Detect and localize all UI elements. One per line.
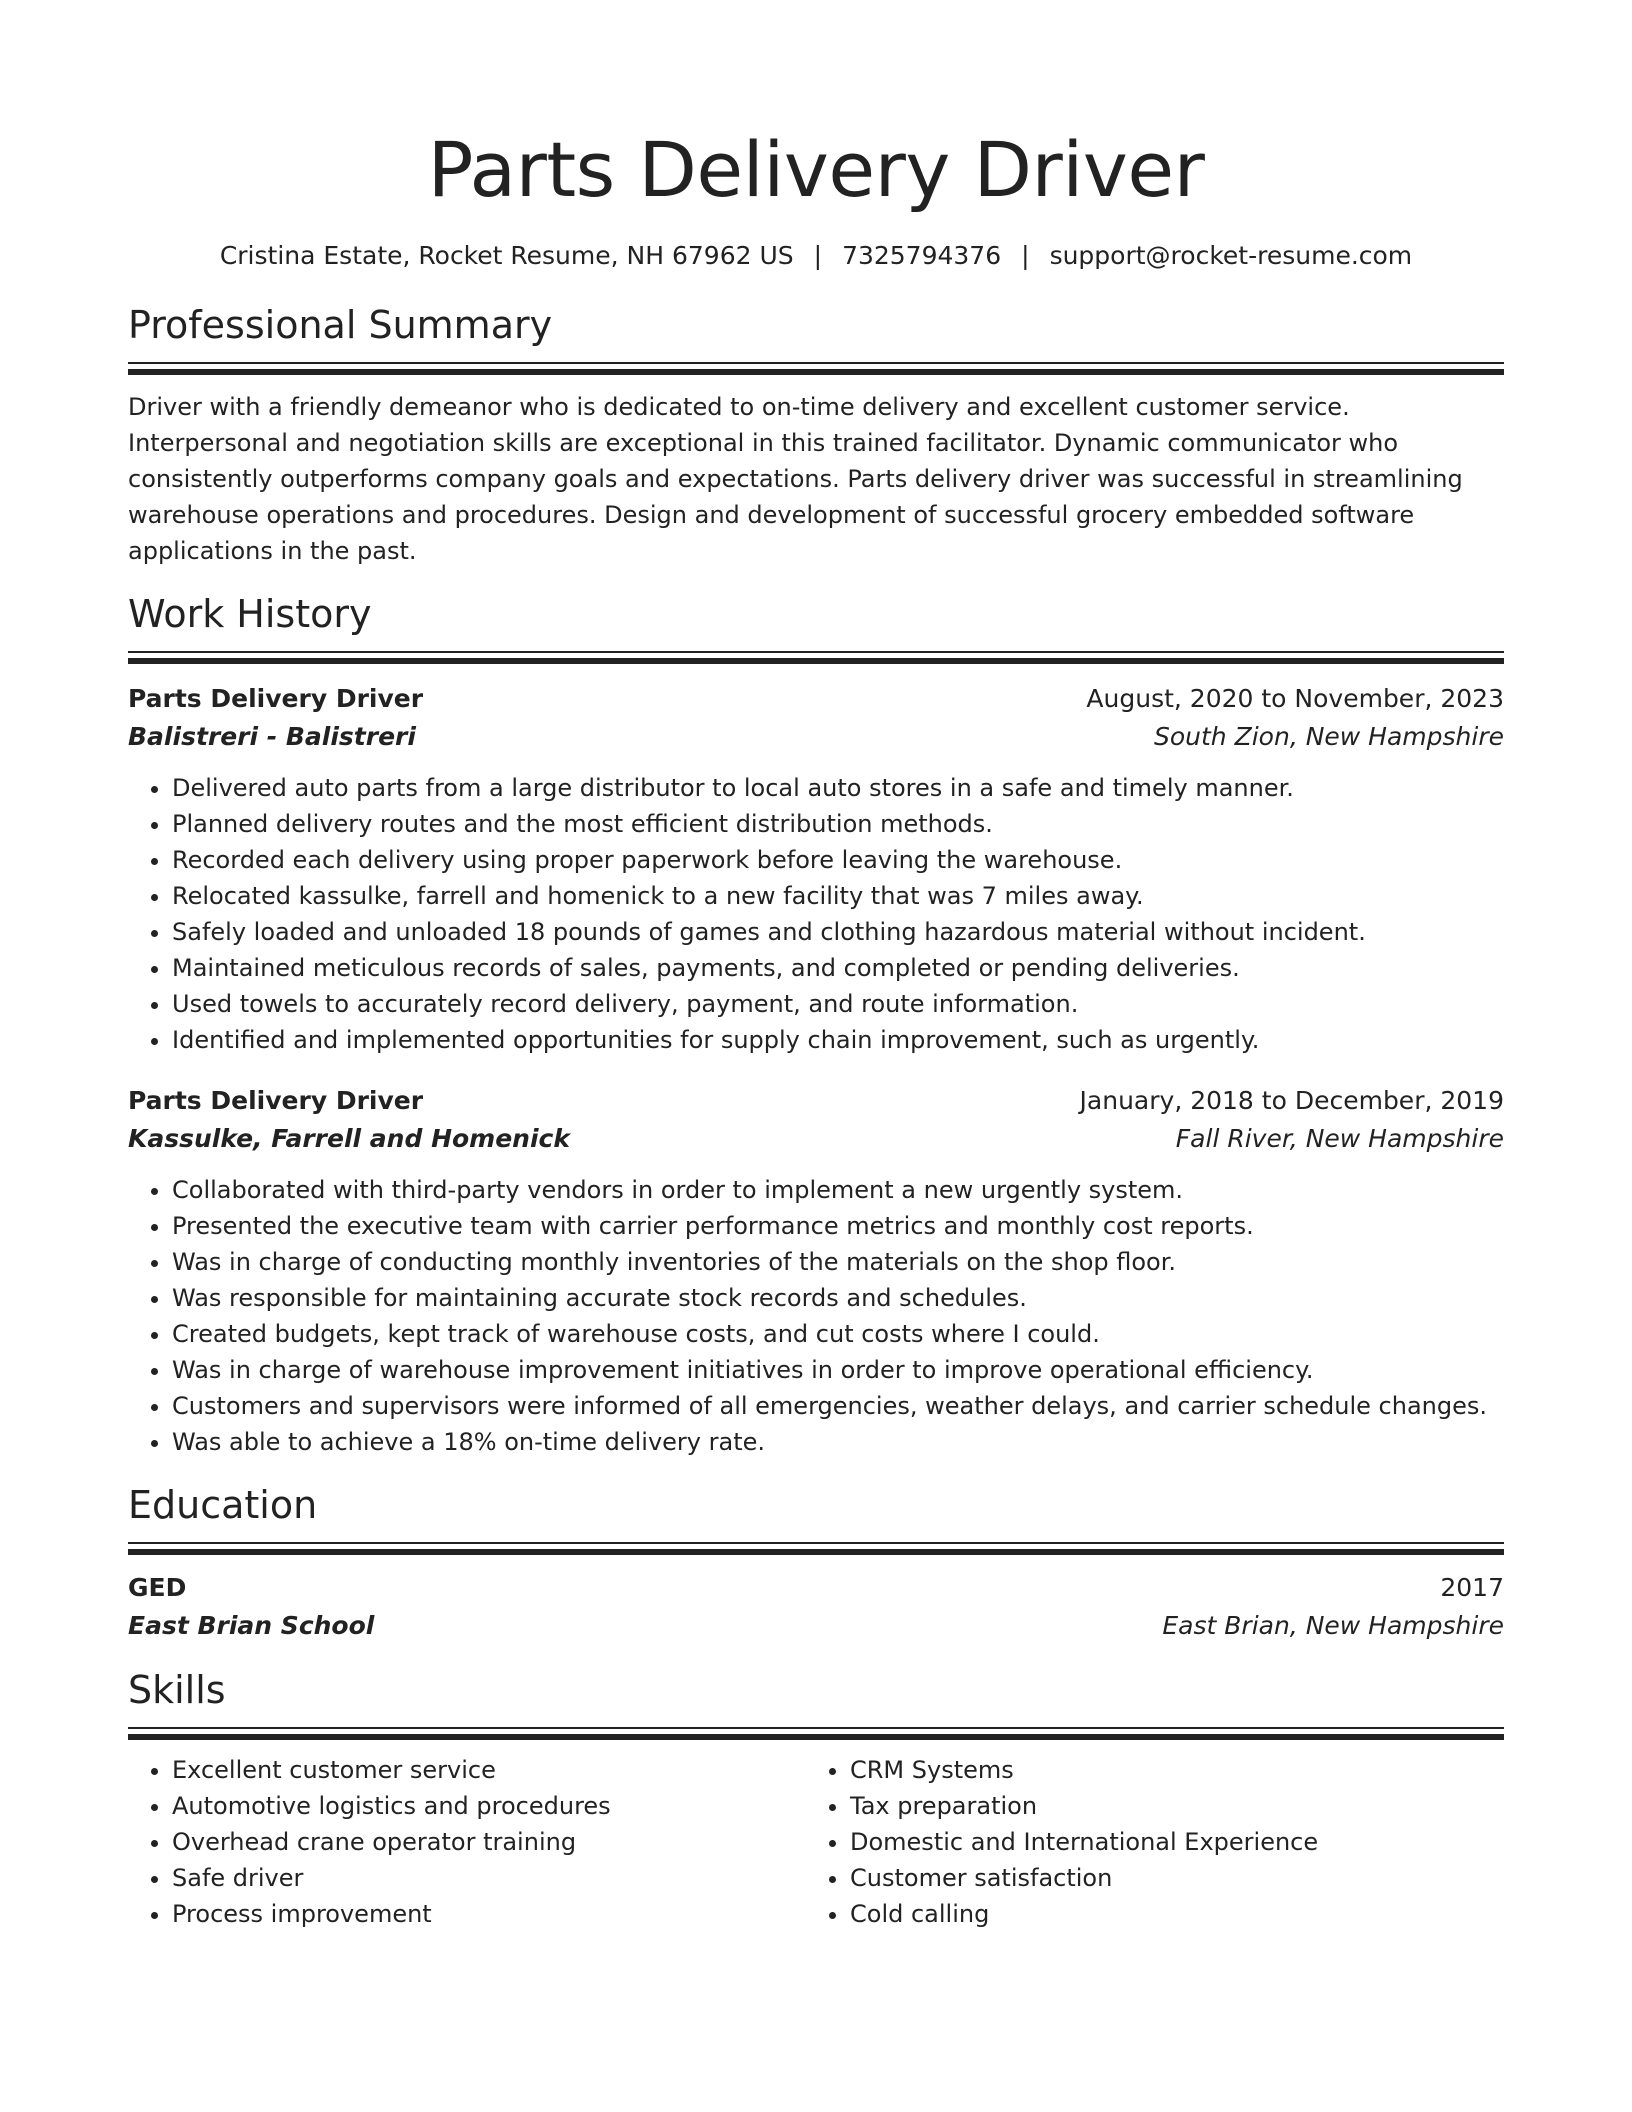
education-section — [128, 1480, 1504, 1645]
education-school: East Brian School — [128, 1611, 375, 1640]
job-dates: August, 2020 to November, 2023 — [1086, 684, 1504, 713]
section-heading-education: Education — [128, 1483, 318, 1527]
skills-column-right — [806, 1752, 1484, 1932]
list-item: • Recorded each delivery using proper paperwork before leaving the warehouse. — [172, 842, 1504, 878]
job-dates: January, 2018 to December, 2019 — [1079, 1086, 1504, 1115]
section-divider — [128, 1727, 1504, 1740]
skills-list — [128, 1752, 806, 1932]
job-location: Fall River, New Hampshire — [1175, 1124, 1504, 1153]
education-subheader-row — [128, 1607, 1504, 1645]
education-entry — [128, 1569, 1504, 1645]
contact-email: support@rocket-resume.com — [1049, 241, 1413, 270]
education-year: 2017 — [1440, 1573, 1504, 1602]
list-item: • Relocated kassulke, farrell and homenick to a new facility that was 7 miles away. — [172, 878, 1504, 914]
contact-phone: 7325794376 — [842, 241, 1002, 270]
education-header-row — [128, 1569, 1504, 1607]
list-item: • Maintained meticulous records of sales, payments, and completed or pending deliveries. — [172, 950, 1504, 986]
job-entry — [128, 680, 1504, 1058]
skill-item: • Overhead crane operator training — [172, 1824, 806, 1860]
skills-list — [806, 1752, 1484, 1932]
list-item: • Was in charge of warehouse improvement initiatives in order to improve operational efficiency. — [172, 1352, 1504, 1388]
list-item: • Safely loaded and unloaded 18 pounds of games and clothing hazardous material without incident. — [172, 914, 1504, 950]
skill-item: • Process improvement — [172, 1896, 806, 1932]
list-item: • Was in charge of conducting monthly inventories of the materials on the shop floor. — [172, 1244, 1504, 1280]
job-title: Parts Delivery Driver — [128, 684, 424, 713]
summary-text: Driver with a friendly demeanor who is dedicated to on-time delivery and excellent customer service. Interpersonal and negotiation skills are exceptional in this trained facilitator. Dynamic communicator who consistently outperforms company goals and expectations. Parts delivery driver was successful in streamlining warehouse operations and procedures. Design and development of successful grocery embedded software applications in the past. — [128, 393, 1463, 565]
skill-item: • Excellent customer service — [172, 1752, 806, 1788]
job-title: Parts Delivery Driver — [128, 1086, 424, 1115]
job-subheader-row — [128, 1120, 1504, 1158]
skill-item: • Domestic and International Experience — [850, 1824, 1484, 1860]
work-history-section — [128, 589, 1504, 1460]
skill-item: • CRM Systems — [850, 1752, 1484, 1788]
contact-separator: | — [1021, 241, 1030, 270]
list-item: • Used towels to accurately record delivery, payment, and route information. — [172, 986, 1504, 1022]
list-item: • Identified and implemented opportunities for supply chain improvement, such as urgently. — [172, 1022, 1504, 1058]
section-divider — [128, 362, 1504, 375]
section-heading-skills: Skills — [128, 1668, 226, 1712]
job-entry — [128, 1082, 1504, 1460]
job-bullets — [128, 1172, 1504, 1460]
list-item: • Customers and supervisors were informed of all emergencies, weather delays, and carrier schedule changes. — [172, 1388, 1504, 1424]
job-header-row — [128, 1082, 1504, 1120]
education-location: East Brian, New Hampshire — [1162, 1611, 1504, 1640]
resume-page — [128, 0, 1504, 1932]
resume-name: Parts Delivery Driver — [427, 125, 1205, 214]
summary-section — [128, 300, 1504, 569]
list-item: • Delivered auto parts from a large distributor to local auto stores in a safe and timely manner. — [172, 770, 1504, 806]
contact-separator: | — [813, 241, 823, 270]
skill-item: • Customer satisfaction — [850, 1860, 1484, 1896]
list-item: • Planned delivery routes and the most efficient distribution methods. — [172, 806, 1504, 842]
section-divider — [128, 651, 1504, 664]
job-bullets — [128, 770, 1504, 1058]
section-heading-work-history: Work History — [128, 592, 372, 636]
skill-item: • Safe driver — [172, 1860, 806, 1896]
job-company: Balistreri - Balistreri — [128, 722, 416, 751]
skill-item: • Tax preparation — [850, 1788, 1484, 1824]
list-item: • Created budgets, kept track of warehouse costs, and cut costs where I could. — [172, 1316, 1504, 1352]
skills-column-left — [128, 1752, 806, 1932]
skills-grid — [128, 1752, 1504, 1932]
list-item: • Was able to achieve a 18% on-time delivery rate. — [172, 1424, 1504, 1460]
section-divider — [128, 1542, 1504, 1555]
job-company: Kassulke, Farrell and Homenick — [128, 1124, 570, 1153]
contact-address: Cristina Estate, Rocket Resume, NH 67962 US — [219, 241, 794, 270]
section-heading-summary: Professional Summary — [128, 303, 553, 347]
contact-line — [128, 236, 1504, 276]
list-item: • Was responsible for maintaining accurate stock records and schedules. — [172, 1280, 1504, 1316]
list-item: • Presented the executive team with carrier performance metrics and monthly cost reports. — [172, 1208, 1504, 1244]
skill-item: • Cold calling — [850, 1896, 1484, 1932]
job-location: South Zion, New Hampshire — [1154, 722, 1504, 751]
job-subheader-row — [128, 718, 1504, 756]
skills-section — [128, 1665, 1504, 1932]
education-degree: GED — [128, 1573, 187, 1602]
skill-item: • Automotive logistics and procedures — [172, 1788, 806, 1824]
job-header-row — [128, 680, 1504, 718]
list-item: • Collaborated with third-party vendors in order to implement a new urgently system. — [172, 1172, 1504, 1208]
